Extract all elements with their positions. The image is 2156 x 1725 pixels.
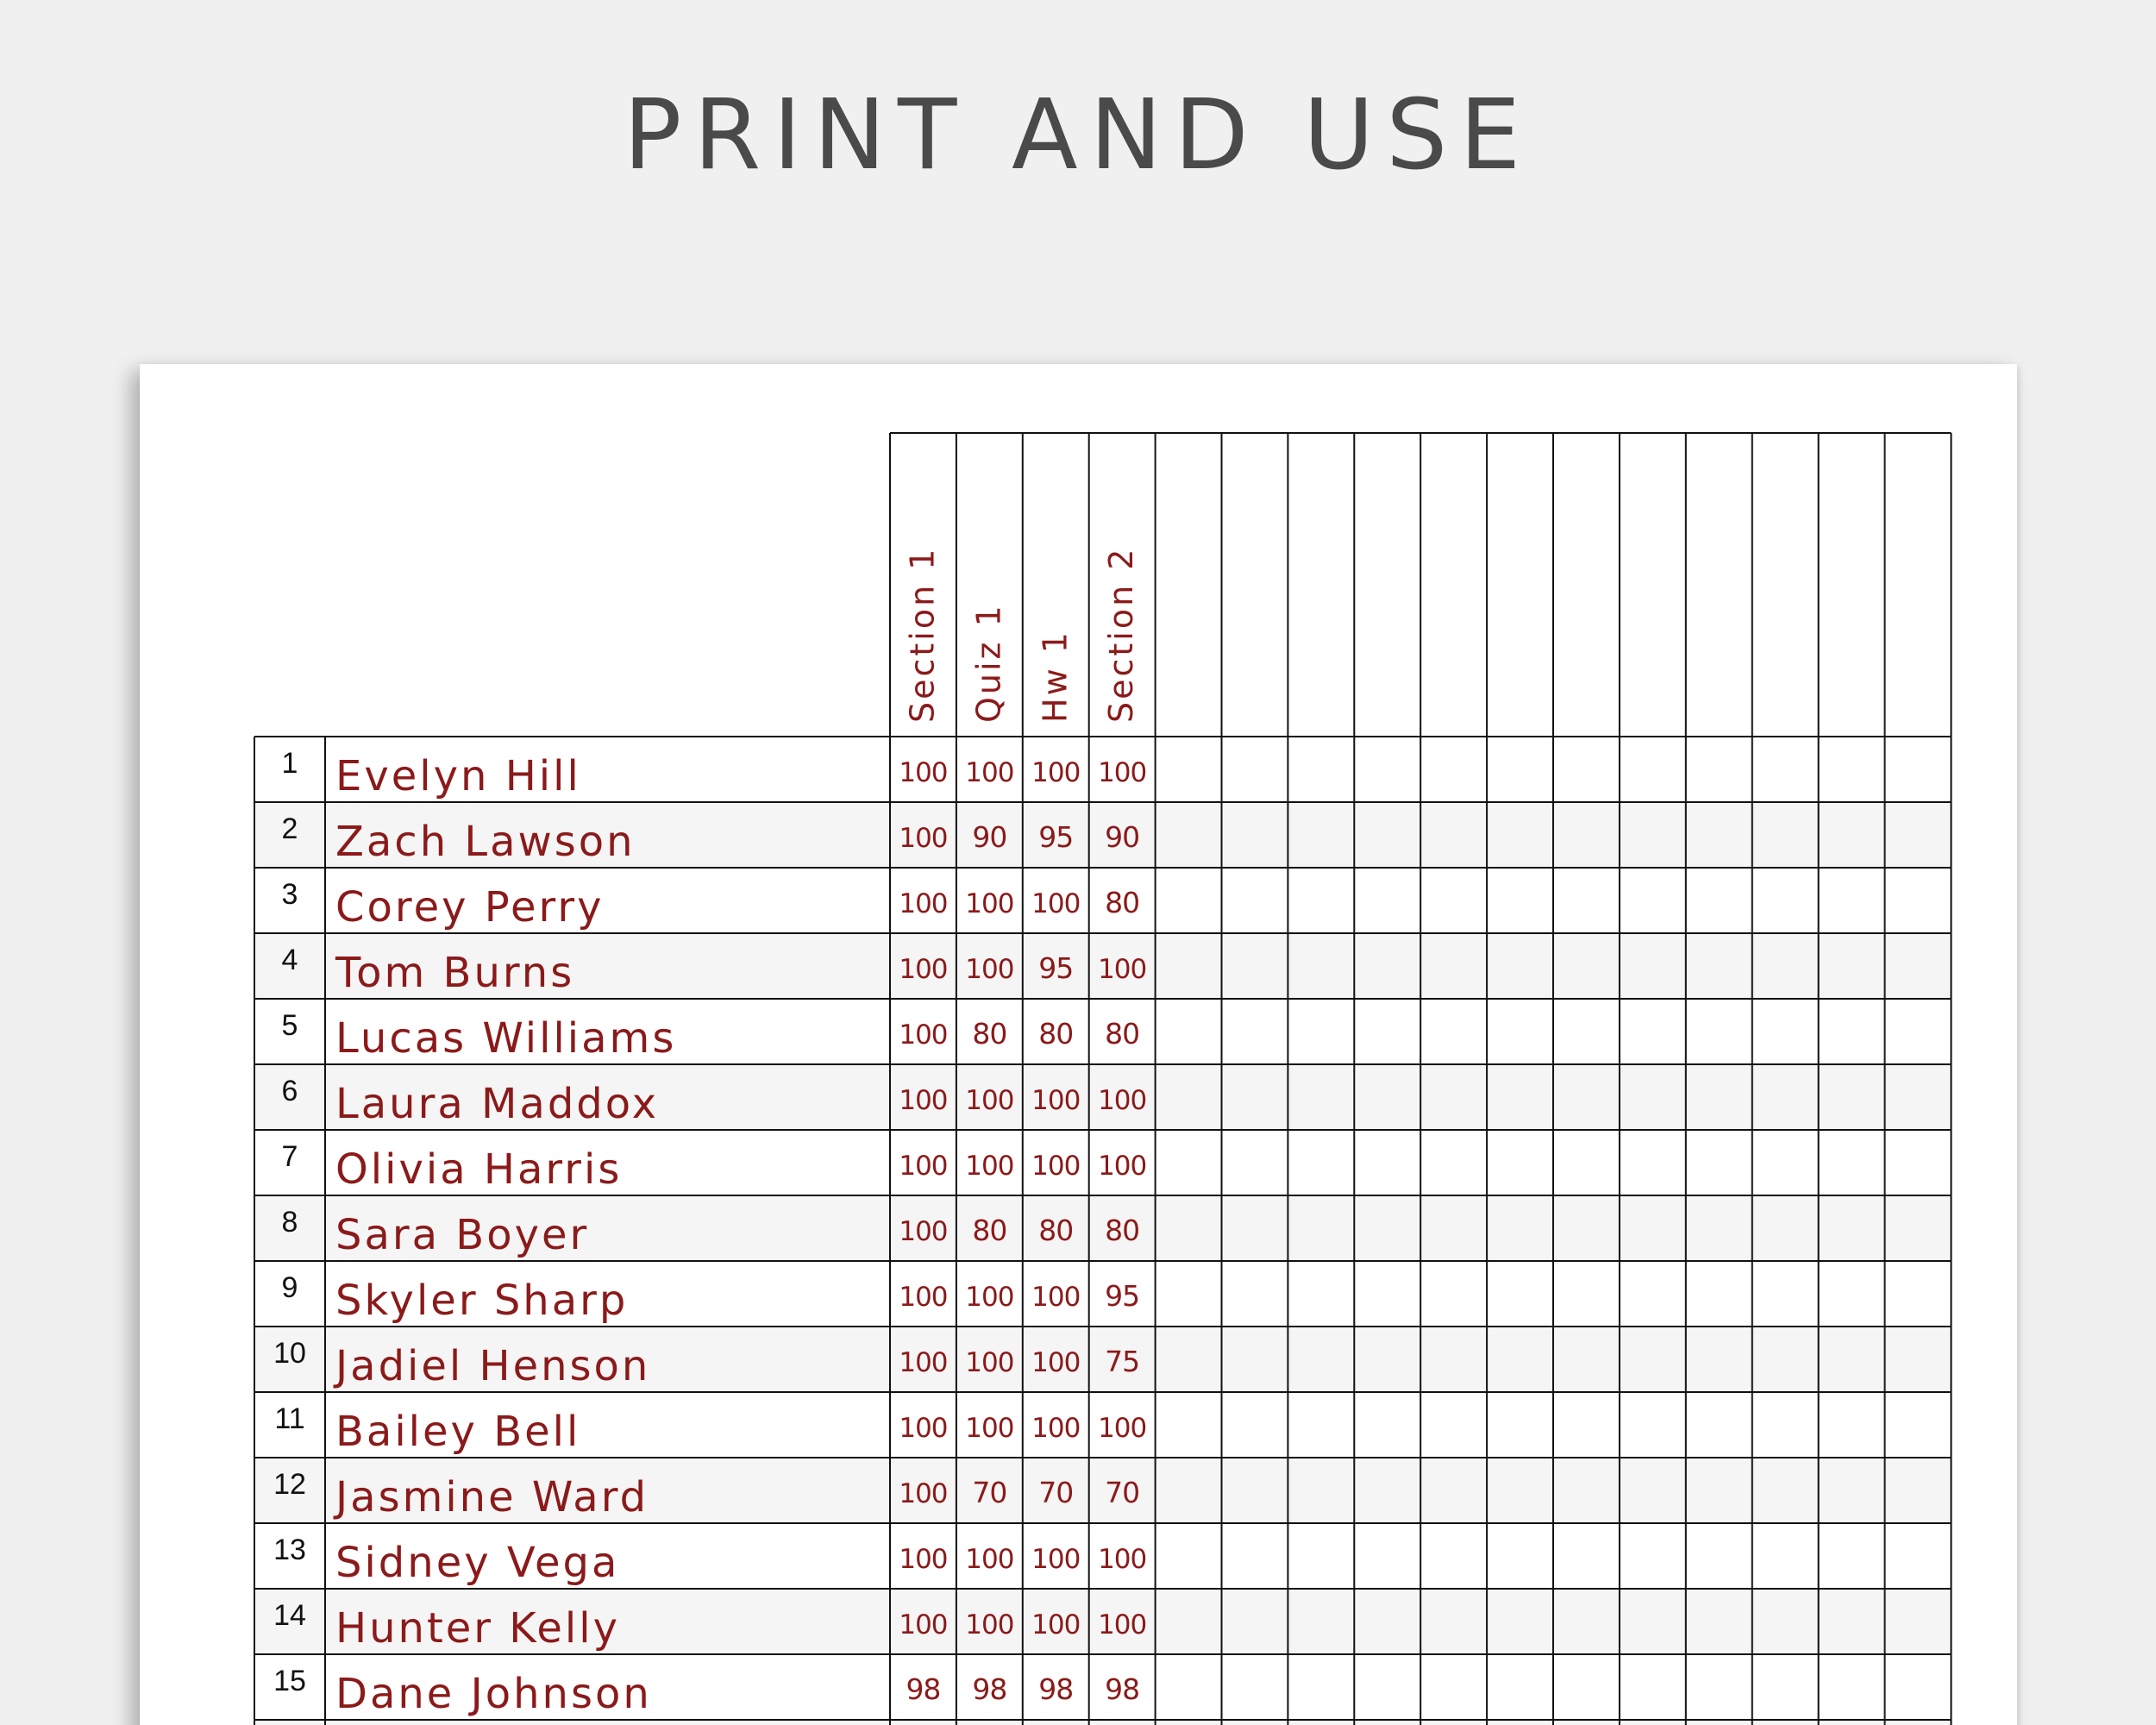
score-cell: 70 (972, 1476, 1007, 1509)
score-cell: 100 (1031, 1151, 1081, 1182)
score-cell: 100 (965, 954, 1014, 985)
student-name: Olivia Harris (335, 1145, 623, 1194)
score-cell: 98 (1038, 1672, 1074, 1706)
score-cell: 100 (1031, 757, 1081, 788)
score-cell: 80 (972, 1017, 1007, 1051)
score-cell: 100 (899, 1019, 948, 1051)
student-name: Jasmine Ward (335, 1473, 649, 1521)
score-cell: 80 (1105, 1214, 1140, 1247)
score-cell: 95 (1105, 1279, 1140, 1313)
score-cell: 100 (965, 1085, 1014, 1116)
column-header: Section 2 (1102, 546, 1141, 723)
score-cell: 100 (965, 1544, 1014, 1575)
score-cell: 90 (972, 820, 1007, 854)
score-cell: 100 (1098, 1085, 1147, 1116)
table-row (273, 1665, 1139, 1718)
score-cell: 90 (1105, 820, 1140, 854)
student-name: Laura Maddox (335, 1080, 660, 1128)
score-cell: 100 (1031, 1085, 1081, 1116)
score-cell: 100 (965, 1347, 1014, 1378)
score-cell: 100 (965, 1151, 1014, 1182)
score-cell: 100 (1098, 757, 1147, 788)
student-name: Bailey Bell (335, 1408, 581, 1456)
row-number: 8 (281, 1206, 298, 1239)
score-cell: 100 (1098, 1151, 1147, 1182)
student-name: Sara Boyer (335, 1211, 590, 1259)
score-cell: 100 (899, 1085, 948, 1116)
score-cell: 80 (972, 1214, 1007, 1247)
score-cell: 100 (1098, 1609, 1147, 1640)
score-cell: 80 (1105, 1017, 1140, 1051)
score-cell: 100 (899, 1282, 948, 1313)
table-row (282, 1009, 1140, 1063)
student-name: Lucas Williams (335, 1014, 677, 1063)
table-row (282, 1271, 1140, 1325)
student-name: Skyler Sharp (335, 1276, 629, 1325)
score-cell: 100 (1031, 888, 1081, 919)
score-cell: 100 (1098, 954, 1147, 985)
score-cell: 100 (899, 888, 948, 919)
row-number: 9 (281, 1271, 298, 1304)
row-number: 7 (281, 1140, 298, 1173)
gradebook-sheet (140, 364, 2017, 1725)
row-number: 11 (274, 1402, 305, 1435)
score-cell: 100 (899, 954, 948, 985)
score-cell: 98 (906, 1672, 941, 1706)
student-name: Jadiel Henson (335, 1342, 651, 1390)
score-cell: 100 (899, 823, 948, 854)
score-cell: 70 (1038, 1476, 1074, 1509)
row-number: 13 (273, 1534, 306, 1566)
score-cell: 80 (1038, 1017, 1074, 1051)
score-cell: 100 (1031, 1609, 1081, 1640)
score-cell: 100 (1098, 1544, 1147, 1575)
table-row (282, 747, 1147, 800)
column-header: Hw 1 (1036, 630, 1075, 723)
gradebook-grid (140, 364, 2017, 1725)
row-number: 2 (281, 812, 298, 845)
score-cell: 75 (1105, 1345, 1140, 1378)
page-title: PRINT AND USE (623, 79, 1533, 191)
table-row (273, 1534, 1146, 1587)
student-name: Tom Burns (335, 949, 575, 997)
score-cell: 100 (899, 1609, 948, 1640)
table-row (282, 878, 1140, 932)
score-cell: 95 (1038, 951, 1074, 985)
score-cell: 98 (972, 1672, 1007, 1706)
score-cell: 80 (1105, 886, 1140, 919)
score-cell: 100 (1031, 1413, 1081, 1444)
score-cell: 100 (899, 1478, 948, 1509)
row-number: 5 (281, 1009, 298, 1042)
row-number: 4 (281, 944, 298, 976)
table-row (274, 1402, 1146, 1456)
score-cell: 100 (965, 1609, 1014, 1640)
row-number: 12 (273, 1468, 306, 1501)
score-cell: 100 (899, 1151, 948, 1182)
row-number: 14 (273, 1599, 306, 1632)
column-header: Section 1 (903, 546, 942, 723)
score-cell: 70 (1105, 1476, 1140, 1509)
score-cell: 100 (1031, 1347, 1081, 1378)
row-number: 6 (281, 1075, 298, 1107)
student-name: Sidney Vega (335, 1539, 620, 1587)
table-row (282, 1140, 1147, 1194)
student-name: Evelyn Hill (335, 752, 581, 800)
score-cell: 100 (1031, 1544, 1081, 1575)
score-cell: 100 (965, 1413, 1014, 1444)
score-cell: 100 (965, 888, 1014, 919)
row-number: 1 (281, 747, 298, 780)
score-cell: 100 (1098, 1413, 1147, 1444)
row-number: 3 (281, 878, 298, 911)
score-cell: 95 (1038, 820, 1074, 854)
student-name: Hunter Kelly (335, 1604, 620, 1653)
row-number: 15 (273, 1665, 306, 1697)
student-name: Dane Johnson (335, 1670, 652, 1718)
score-cell: 100 (899, 1544, 948, 1575)
score-cell: 98 (1105, 1672, 1140, 1706)
score-cell: 100 (1031, 1282, 1081, 1313)
score-cell: 100 (899, 1347, 948, 1378)
score-cell: 100 (899, 757, 948, 788)
score-cell: 100 (965, 757, 1014, 788)
column-header: Quiz 1 (969, 603, 1008, 723)
student-name: Corey Perry (335, 883, 605, 932)
score-cell: 100 (899, 1413, 948, 1444)
student-name: Zach Lawson (335, 818, 636, 866)
score-cell: 100 (965, 1282, 1014, 1313)
row-number: 10 (273, 1337, 306, 1370)
score-cell: 100 (899, 1216, 948, 1247)
score-cell: 80 (1038, 1214, 1074, 1247)
